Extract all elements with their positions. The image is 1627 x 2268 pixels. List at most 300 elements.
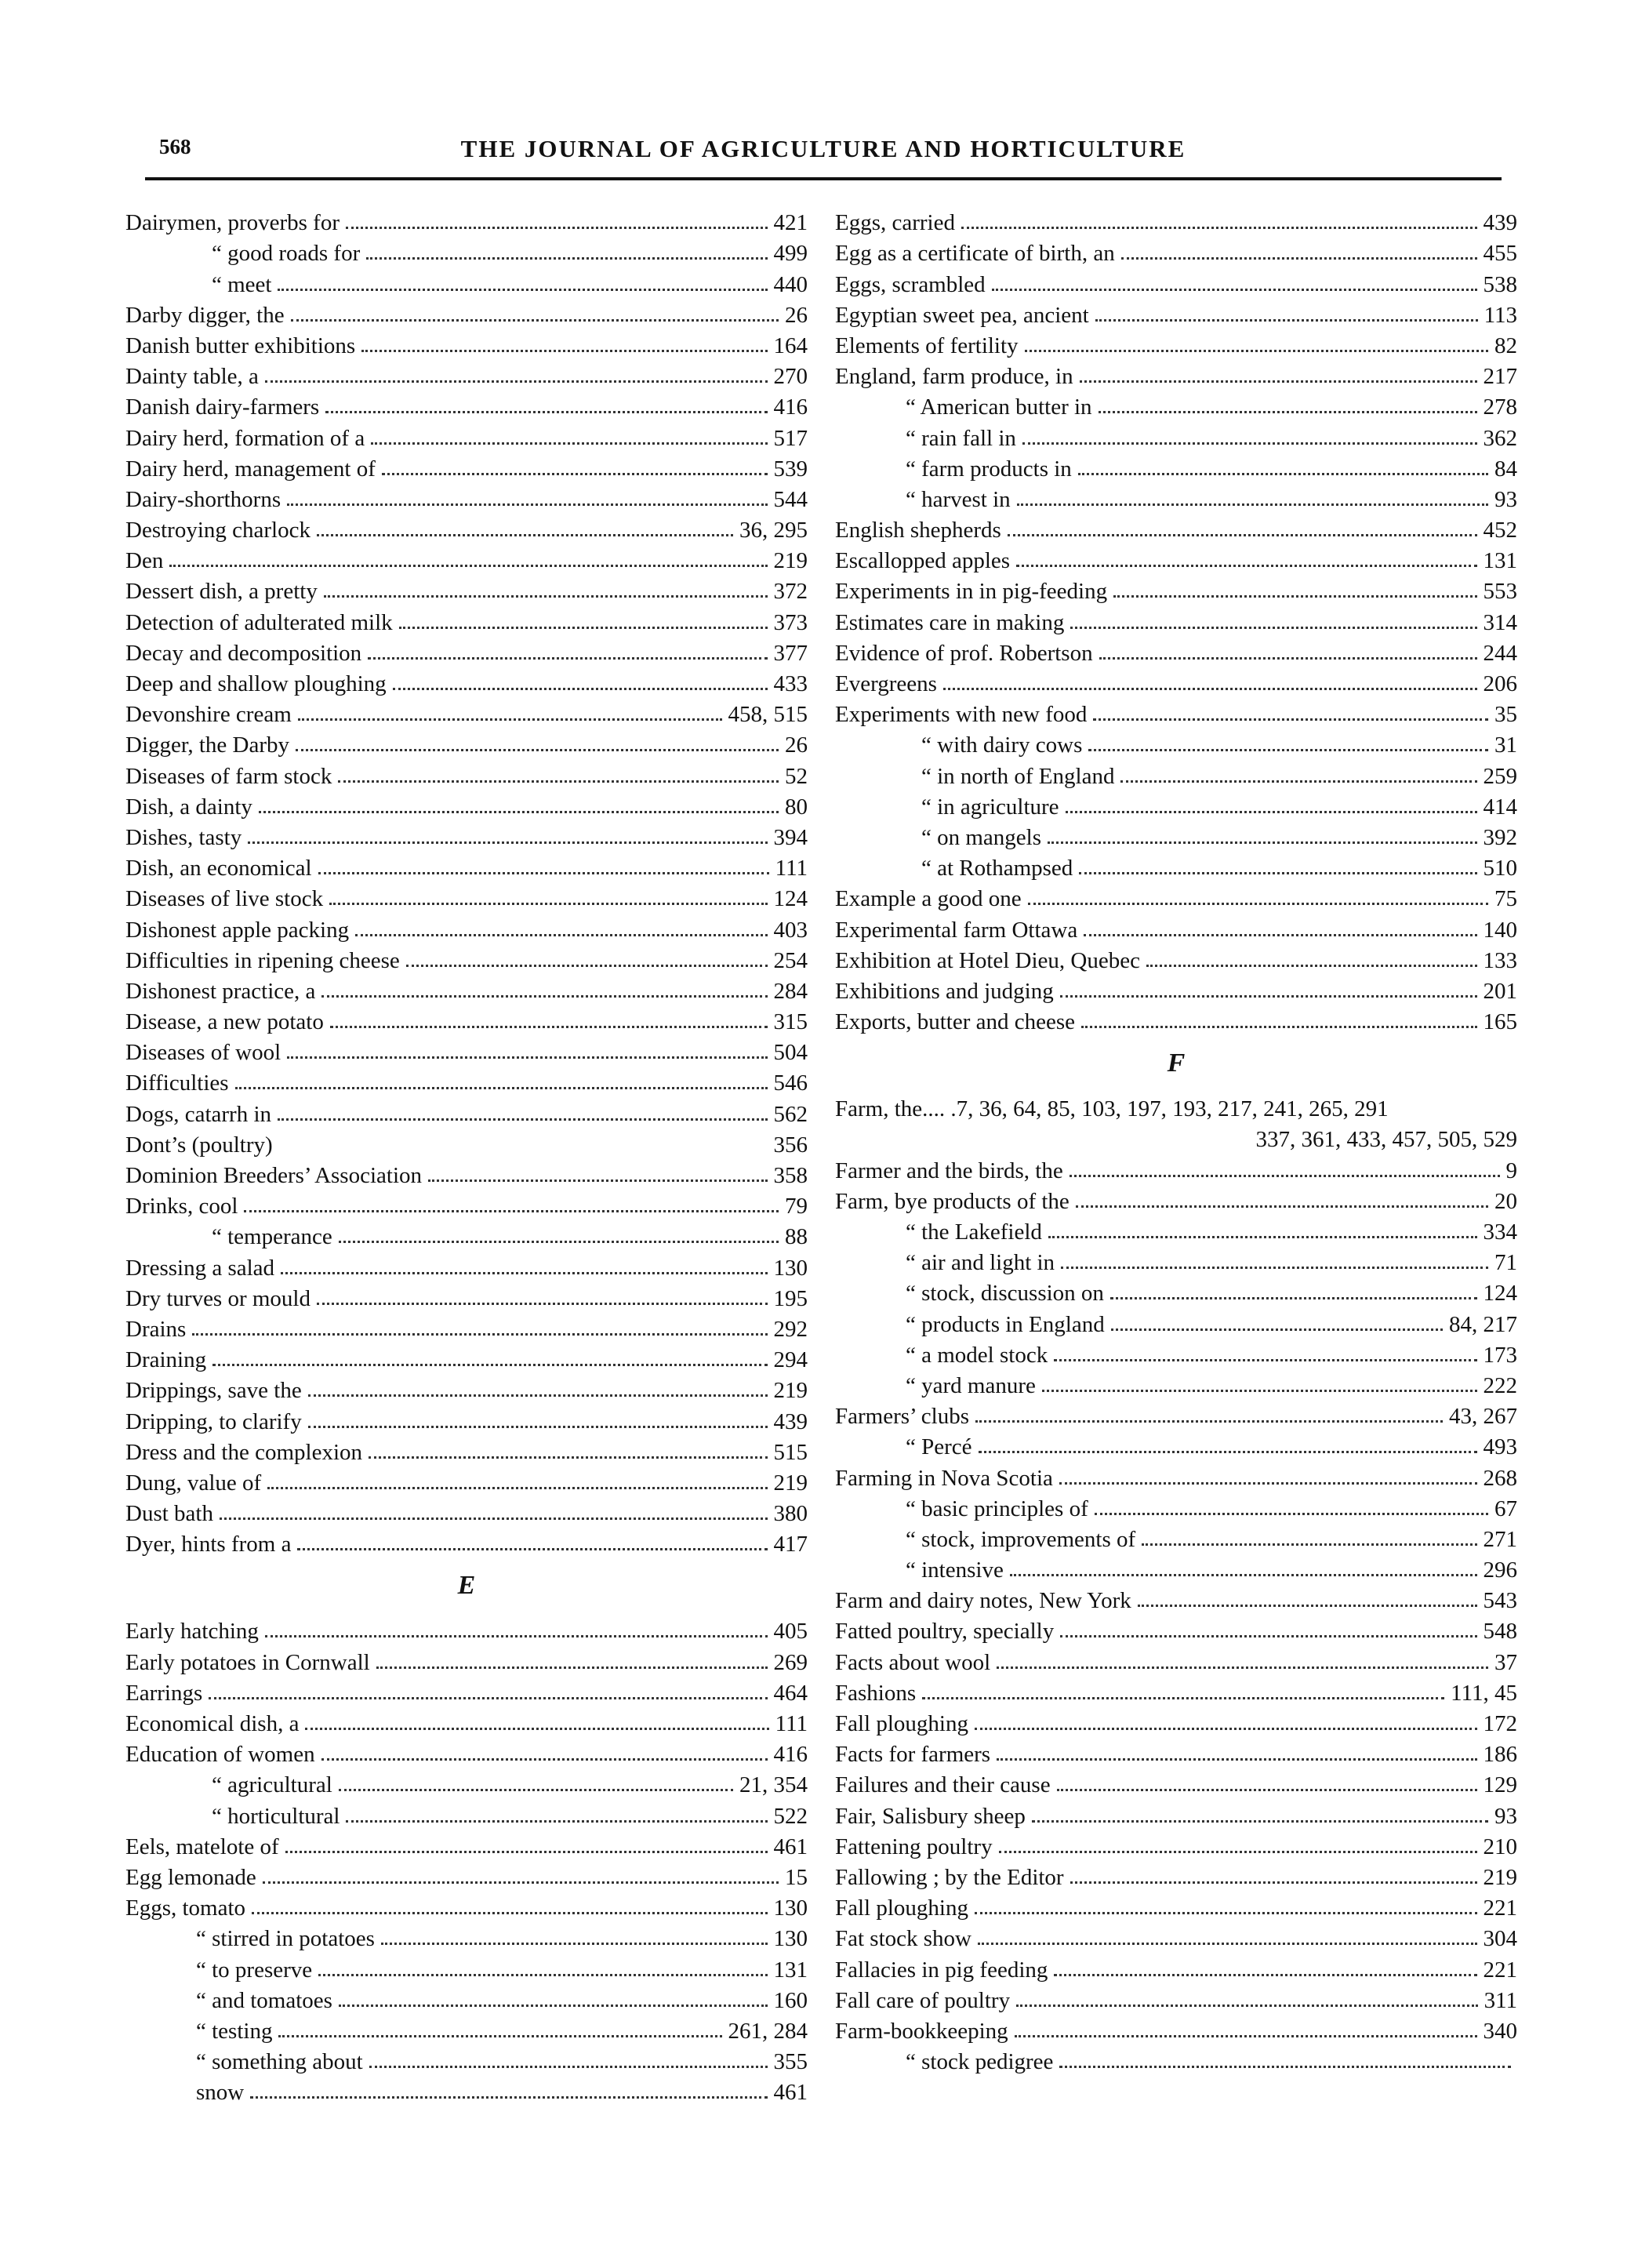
index-entry xyxy=(125,1527,808,1557)
dot-leader xyxy=(287,503,767,506)
dot-leader xyxy=(339,2004,768,2007)
entry-page: 75 xyxy=(1494,886,1517,912)
entry-page: 88 xyxy=(785,1224,808,1250)
dot-leader xyxy=(1146,965,1477,967)
entry-text: Dessert dish, a pretty xyxy=(125,579,318,605)
entry-page: 79 xyxy=(785,1194,808,1219)
index-entry xyxy=(835,1184,1517,1215)
dot-leader xyxy=(382,473,768,475)
entry-text: “ the Lakefield xyxy=(906,1219,1042,1245)
entry-text: Diseases of live stock xyxy=(125,886,324,912)
entry-text: Fallacies in pig feeding xyxy=(835,1957,1048,1983)
entry-page: 217 xyxy=(1483,364,1517,390)
entry-page: 195 xyxy=(773,1285,808,1311)
entry-text: snow xyxy=(196,2080,245,2106)
entry-page: 124 xyxy=(773,886,808,912)
dot-leader xyxy=(212,1364,767,1366)
entry-page: 201 xyxy=(1483,978,1517,1004)
dot-leader xyxy=(393,688,768,690)
entry-page: 337, 361, 433, 457, 505, 529 xyxy=(1255,1127,1517,1153)
running-title: THE JOURNAL OF AGRICULTURE AND HORTICULTURE xyxy=(460,135,1186,162)
dot-leader xyxy=(366,257,767,260)
entry-page: 284 xyxy=(773,978,808,1004)
dot-leader xyxy=(339,1241,779,1243)
dot-leader xyxy=(1059,2066,1511,2068)
dot-leader xyxy=(1142,1543,1476,1546)
section-letter: E xyxy=(457,1571,476,1601)
entry-text: “ products in England xyxy=(906,1311,1105,1337)
entry-page: 124 xyxy=(1483,1281,1517,1307)
entry-text: Farm-bookkeeping xyxy=(835,2018,1008,2044)
dot-leader xyxy=(244,1210,779,1212)
dot-leader xyxy=(1095,319,1478,322)
entry-text: England, farm produce, in xyxy=(835,364,1073,390)
index-entry xyxy=(835,974,1517,1005)
index-entry xyxy=(125,943,808,974)
entry-page: 356 xyxy=(773,1132,808,1158)
entry-text: Dressing a salad xyxy=(125,1255,275,1281)
index-entry xyxy=(125,728,808,758)
index-entry xyxy=(835,1798,1517,1829)
entry-text: Danish butter exhibitions xyxy=(125,333,356,358)
entry-page: 254 xyxy=(773,947,808,973)
dot-leader xyxy=(209,1697,767,1699)
dot-leader xyxy=(318,872,769,874)
index-entry xyxy=(125,1035,808,1066)
dot-leader xyxy=(992,289,1477,291)
section-letter: F xyxy=(1167,1049,1186,1078)
index-entry xyxy=(125,1373,808,1404)
index-column-left xyxy=(125,205,808,2106)
index-entry xyxy=(835,1706,1517,1737)
entry-text: Devonshire cream xyxy=(125,702,292,728)
dot-leader xyxy=(1120,780,1476,783)
entry-text: Dairymen, proverbs for xyxy=(125,210,340,236)
entry-page: 160 xyxy=(773,1987,808,2013)
dot-leader xyxy=(406,965,768,967)
dot-leader xyxy=(1095,1513,1488,1515)
entry-page: 458, 515 xyxy=(728,702,808,728)
index-entry xyxy=(125,1645,808,1675)
index-entry xyxy=(125,2044,808,2075)
index-entry xyxy=(125,1768,808,1798)
index-entry xyxy=(835,605,1517,635)
entry-page: 111, 45 xyxy=(1451,1680,1517,1706)
entry-page: 270 xyxy=(773,364,808,390)
index-entry xyxy=(125,697,808,728)
index-entry xyxy=(125,543,808,574)
index-entry xyxy=(835,790,1517,820)
index-entry xyxy=(835,667,1517,697)
index-entry xyxy=(835,543,1517,574)
entry-text: Fall ploughing xyxy=(835,1711,968,1736)
entry-text: Digger, the Darby xyxy=(125,732,290,758)
entry-page: 372 xyxy=(773,579,808,605)
entry-page: 416 xyxy=(773,394,808,420)
index-entry xyxy=(125,1830,808,1860)
entry-page: 82 xyxy=(1494,333,1517,358)
entry-page: 20 xyxy=(1494,1188,1517,1214)
entry-text: “ Percé xyxy=(906,1434,972,1460)
dot-leader xyxy=(997,1666,1488,1669)
index-entry xyxy=(125,513,808,543)
dot-leader xyxy=(1060,995,1477,998)
index-entry xyxy=(125,974,808,1005)
dot-leader xyxy=(1070,1175,1500,1177)
dot-leader xyxy=(1048,1236,1477,1238)
entry-page: 130 xyxy=(773,1926,808,1952)
index-entry xyxy=(835,943,1517,974)
dot-leader xyxy=(169,565,767,567)
index-entry xyxy=(835,1092,1517,1122)
entry-page: 340 xyxy=(1483,2018,1517,2044)
entry-text: Drippings, save the xyxy=(125,1378,302,1404)
entry-page: 546 xyxy=(773,1070,808,1096)
entry-page: 268 xyxy=(1483,1465,1517,1491)
entry-page: 84, 217 xyxy=(1449,1311,1517,1337)
dot-leader xyxy=(1070,1881,1477,1884)
entry-page: 21, 354 xyxy=(739,1772,808,1798)
entry-text: English shepherds xyxy=(835,518,1001,543)
index-entry xyxy=(835,298,1517,329)
index-entry xyxy=(125,1952,808,1983)
entry-text: “ horticultural xyxy=(212,1803,340,1829)
index-entry xyxy=(835,267,1517,297)
entry-text: “ good roads for xyxy=(212,241,361,267)
index-entry xyxy=(125,1312,808,1343)
index-entry xyxy=(835,1492,1517,1522)
entry-text: “ intensive xyxy=(906,1557,1004,1583)
entry-text: Dishonest apple packing xyxy=(125,917,350,943)
dot-leader xyxy=(220,1517,768,1520)
dot-leader xyxy=(192,1333,767,1336)
entry-text: Economical dish, a xyxy=(125,1711,300,1736)
entry-page: 67 xyxy=(1494,1496,1517,1521)
entry-text: “ yard manure xyxy=(906,1372,1036,1398)
index-entry xyxy=(835,1583,1517,1614)
entry-page: 539 xyxy=(773,456,808,482)
entry-page: 173 xyxy=(1483,1342,1517,1368)
index-entry xyxy=(835,390,1517,420)
entry-text: Dairy-shorthorns xyxy=(125,486,281,512)
index-entry xyxy=(125,1891,808,1921)
entry-page: 271 xyxy=(1483,1526,1517,1552)
dot-leader xyxy=(1110,1297,1477,1299)
dot-leader xyxy=(291,319,779,322)
dot-leader xyxy=(298,718,722,721)
dot-leader xyxy=(267,1487,767,1489)
entry-page: 84 xyxy=(1494,456,1517,482)
entry-text: Decay and decomposition xyxy=(125,640,362,666)
index-entry xyxy=(835,420,1517,451)
dot-leader xyxy=(281,1272,767,1274)
dot-leader xyxy=(368,657,767,660)
entry-page: 544 xyxy=(773,486,808,512)
entry-page: 380 xyxy=(773,1501,808,1527)
entry-text: “ at Rothampsed xyxy=(921,856,1073,881)
header-rule xyxy=(145,177,1502,180)
entry-page: 311 xyxy=(1484,1987,1517,2013)
entry-page: 43, 267 xyxy=(1449,1404,1517,1430)
index-entry xyxy=(125,1128,808,1158)
index-entry xyxy=(125,1496,808,1527)
entry-page: 219 xyxy=(773,1470,808,1496)
dot-leader xyxy=(1113,595,1476,598)
index-entry xyxy=(835,2014,1517,2044)
entry-page: 259 xyxy=(1483,763,1517,789)
entry-page: 140 xyxy=(1483,917,1517,943)
index-entry xyxy=(125,2075,808,2106)
entry-page: 362 xyxy=(1483,425,1517,451)
entry-text: Dish, a dainty xyxy=(125,794,252,820)
entry-text: Education of women xyxy=(125,1742,315,1768)
entry-text: Farmers’ clubs xyxy=(835,1404,969,1430)
entry-text: Exhibitions and judging xyxy=(835,978,1054,1004)
index-entry xyxy=(835,2044,1517,2075)
entry-page: 130 xyxy=(773,1895,808,1921)
entry-page: 113 xyxy=(1484,302,1517,328)
page-number: 568 xyxy=(159,135,191,158)
index-entry xyxy=(125,1983,808,2014)
index-entry xyxy=(835,697,1517,728)
entry-page: 294 xyxy=(773,1347,808,1373)
dot-leader xyxy=(1054,1974,1476,1976)
dot-leader xyxy=(346,227,768,229)
entry-page: 31 xyxy=(1494,732,1517,758)
index-entry xyxy=(125,636,808,667)
dot-leader xyxy=(1081,1026,1476,1028)
index-entry xyxy=(835,1614,1517,1645)
entry-text: “ in north of England xyxy=(921,763,1115,789)
entry-page: 433 xyxy=(773,671,808,696)
dot-leader xyxy=(1078,473,1488,475)
index-entry xyxy=(125,1343,808,1373)
dot-leader xyxy=(1017,503,1488,506)
dot-leader xyxy=(321,1758,768,1761)
dot-leader xyxy=(1088,749,1488,751)
entry-text: Dyer, hints from a xyxy=(125,1532,292,1557)
dot-leader xyxy=(1054,1359,1476,1361)
entry-text: “ to preserve xyxy=(196,1957,313,1983)
entry-text: Draining xyxy=(125,1347,207,1373)
dot-leader xyxy=(369,1456,767,1459)
entry-text: “ meet xyxy=(212,271,272,297)
dot-leader xyxy=(1093,718,1488,721)
entry-page: 9 xyxy=(1505,1158,1517,1183)
entry-page: 244 xyxy=(1483,640,1517,666)
entry-page: 461 xyxy=(773,2080,808,2106)
entry-text: Early potatoes in Cornwall xyxy=(125,1649,370,1675)
dot-leader xyxy=(1022,442,1477,445)
dot-leader xyxy=(325,411,767,413)
entry-page: 562 xyxy=(773,1101,808,1127)
index-entry xyxy=(125,298,808,329)
entry-text: Den xyxy=(125,548,164,574)
dot-leader xyxy=(999,1851,1477,1853)
dot-leader xyxy=(1015,2035,1477,2037)
entry-text: Example a good one xyxy=(835,886,1022,912)
entry-page: 439 xyxy=(773,1408,808,1434)
index-entry xyxy=(835,1460,1517,1491)
entry-page: 93 xyxy=(1494,1803,1517,1829)
index-entry xyxy=(125,359,808,390)
entry-page: 35 xyxy=(1494,702,1517,728)
entry-text: Fallowing ; by the Editor xyxy=(835,1864,1064,1890)
dot-leader xyxy=(381,1943,768,1945)
index-entry xyxy=(125,1614,808,1645)
entry-page: 515 xyxy=(773,1439,808,1465)
entry-page: 26 xyxy=(785,302,808,328)
entry-text: Diseases of wool xyxy=(125,1040,281,1066)
entry-page: 278 xyxy=(1483,394,1517,420)
entry-page: 394 xyxy=(773,824,808,850)
dot-leader xyxy=(1084,934,1476,936)
entry-page: 517 xyxy=(773,425,808,451)
index-entry xyxy=(125,851,808,881)
dot-leader xyxy=(339,1789,733,1791)
index-entry xyxy=(835,236,1517,267)
index-entry xyxy=(835,1645,1517,1675)
dot-leader xyxy=(318,1974,767,1976)
entry-text: “ with dairy cows xyxy=(921,732,1083,758)
entry-text: “ harvest in xyxy=(906,486,1011,512)
entry-page: 461 xyxy=(773,1834,808,1859)
entry-text: Eggs, scrambled xyxy=(835,271,986,297)
index-entry xyxy=(835,1860,1517,1891)
entry-text: “ stirred in potatoes xyxy=(196,1926,375,1952)
index-entry xyxy=(125,1250,808,1281)
entry-text: Farming in Nova Scotia xyxy=(835,1465,1053,1491)
entry-text: Drinks, cool xyxy=(125,1194,238,1219)
entry-page: 219 xyxy=(1483,1864,1517,1890)
dot-leader xyxy=(263,1881,779,1884)
entry-text: Exhibition at Hotel Dieu, Quebec xyxy=(835,947,1140,973)
entry-text: “ farm products in xyxy=(906,456,1072,482)
entry-text: Exports, butter and cheese xyxy=(835,1009,1076,1035)
dot-leader xyxy=(338,780,779,783)
entry-page: 421 xyxy=(773,210,808,236)
entry-text: Egg lemonade xyxy=(125,1864,256,1890)
entry-page: 405 xyxy=(773,1619,808,1645)
entry-page: 440 xyxy=(773,271,808,297)
entry-text: “ rain fall in xyxy=(906,425,1016,451)
entry-page: 373 xyxy=(773,609,808,635)
dot-leader xyxy=(278,2035,721,2037)
entry-text: “ basic principles of xyxy=(906,1496,1088,1521)
dot-leader xyxy=(1080,380,1477,383)
entry-page: 439 xyxy=(1483,210,1517,236)
entry-text: “ stock pedigree xyxy=(906,2049,1054,2075)
index-entry xyxy=(835,452,1517,482)
index-entry xyxy=(125,1435,808,1466)
dot-leader xyxy=(250,2096,767,2099)
entry-text: Dishes, tasty xyxy=(125,824,242,850)
dot-leader xyxy=(305,1728,768,1730)
dot-leader xyxy=(278,1118,767,1121)
index-entry xyxy=(835,1307,1517,1337)
entry-page: 221 xyxy=(1483,1957,1517,1983)
dot-leader xyxy=(329,903,767,905)
dot-leader xyxy=(975,1912,1477,1914)
entry-text: Dung, value of xyxy=(125,1470,262,1496)
entry-text: Fair, Salisbury sheep xyxy=(835,1803,1026,1829)
dot-leader xyxy=(321,995,767,998)
index-entry xyxy=(835,1122,1517,1153)
entry-page: 414 xyxy=(1483,794,1517,820)
index-entry xyxy=(835,1215,1517,1245)
dot-leader xyxy=(265,1635,768,1637)
index-entry xyxy=(835,1430,1517,1460)
index-entry xyxy=(835,513,1517,543)
entry-page: 93 xyxy=(1494,486,1517,512)
entry-text: Failures and their cause xyxy=(835,1772,1051,1798)
entry-text: Eggs, carried xyxy=(835,210,955,236)
entry-text: Experimental farm Ottawa xyxy=(835,917,1078,943)
index-entry xyxy=(125,1860,808,1891)
entry-text: “ testing xyxy=(196,2018,273,2044)
index-entry xyxy=(125,2014,808,2044)
dot-leader xyxy=(978,1943,1477,1945)
entry-text: Fatted poultry, specially xyxy=(835,1619,1055,1645)
dot-leader xyxy=(296,749,779,751)
dot-leader xyxy=(1059,1482,1477,1485)
dot-leader xyxy=(1016,2004,1477,2007)
entry-page: 452 xyxy=(1483,518,1517,543)
entry-text: Escallopped apples xyxy=(835,548,1011,574)
entry-text: “ on mangels xyxy=(921,824,1042,850)
entry-page: 304 xyxy=(1483,1926,1517,1952)
index-entry xyxy=(125,1158,808,1189)
entry-text: Early hatching xyxy=(125,1619,259,1645)
index-entry xyxy=(835,1921,1517,1952)
index-entry xyxy=(125,1798,808,1829)
entry-page: 417 xyxy=(773,1532,808,1557)
dot-leader xyxy=(399,627,768,629)
index-entry xyxy=(835,1522,1517,1553)
dot-leader xyxy=(1032,1820,1488,1823)
entry-text: Farm and dairy notes, New York xyxy=(835,1588,1131,1614)
dot-leader xyxy=(1076,1205,1488,1208)
index-entry xyxy=(125,1676,808,1706)
dot-leader xyxy=(1028,903,1488,905)
dot-leader xyxy=(1111,1328,1443,1331)
index-entry xyxy=(125,912,808,943)
entry-page: 219 xyxy=(773,548,808,574)
dot-leader xyxy=(308,1394,768,1397)
entry-text: “ temperance xyxy=(212,1224,332,1250)
entry-page: 26 xyxy=(785,732,808,758)
dot-leader xyxy=(308,1426,768,1428)
dot-leader xyxy=(1060,1635,1476,1637)
entry-page: 377 xyxy=(773,640,808,666)
entry-text: Dust bath xyxy=(125,1501,213,1527)
index-entry xyxy=(125,574,808,605)
entry-page: 315 xyxy=(773,1009,808,1035)
index-entry xyxy=(835,1676,1517,1706)
entry-page: 548 xyxy=(1483,1619,1517,1645)
entry-text: Difficulties in ripening cheese xyxy=(125,947,400,973)
entry-text: Eels, matelote of xyxy=(125,1834,279,1859)
index-entry xyxy=(125,329,808,359)
entry-text: “ and tomatoes xyxy=(196,1987,332,2013)
entry-page: 15 xyxy=(785,1864,808,1890)
entry-text: “ agricultural xyxy=(212,1772,332,1798)
index-entry xyxy=(125,420,808,451)
dot-leader xyxy=(287,1056,767,1059)
entry-text: Fashions xyxy=(835,1680,917,1706)
entry-page: 314 xyxy=(1483,609,1517,635)
dot-leader xyxy=(317,1303,768,1305)
